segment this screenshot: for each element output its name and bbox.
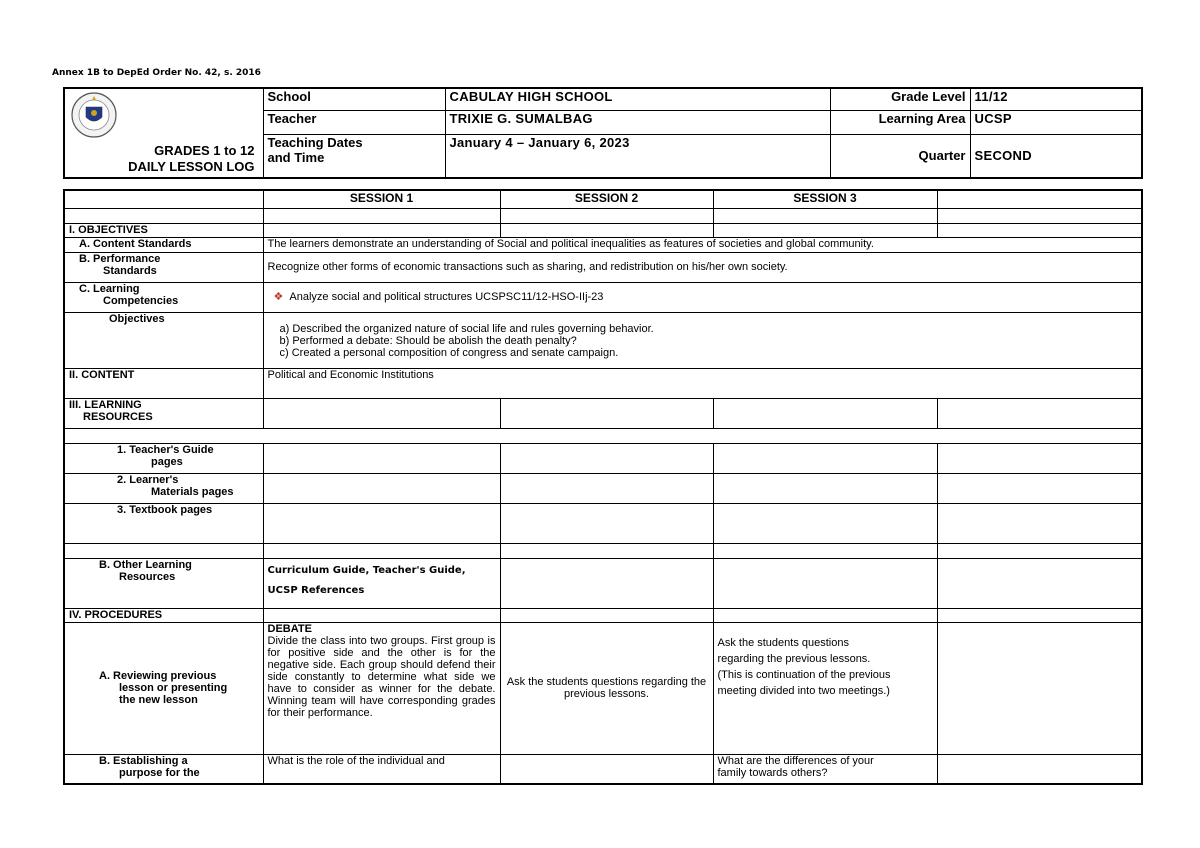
- quarter-label: Quarter: [830, 134, 970, 178]
- debate-text: Divide the class into two groups. First group is for positive side and the other is for the negative side. Each group should defend their side constantly to determine what side we have to consider as winner for the debate. Winning team will have corresponding grades for their performance.: [267, 634, 496, 719]
- objectives-list: [280, 323, 1138, 359]
- session-3-header: SESSION 3: [713, 190, 937, 208]
- teachers-guide-label-2: pages: [151, 455, 183, 468]
- dll-title-line1: GRADES 1 to 12: [154, 143, 255, 158]
- quarter-value: SECOND: [970, 134, 1142, 178]
- other-resources-label-1: B. Other Learning: [99, 558, 192, 571]
- objective-b: b) Performed a debate: Should be abolish the death penalty?: [279, 335, 577, 347]
- learners-materials-label-2: Materials pages: [151, 485, 234, 498]
- review-label-3: the new lesson: [119, 694, 198, 706]
- learning-area-label: Learning Area: [830, 110, 970, 134]
- content-standards-value: The learners demonstrate an understanding of Social and political inequalities as features of societies and global community.: [263, 237, 1142, 252]
- other-resources-value-1: Curriculum Guide, Teacher's Guide,: [267, 564, 466, 576]
- review-label-2: lesson or presenting: [119, 682, 228, 694]
- session-2-review: Ask the students questions regarding the previous lessons.: [500, 622, 713, 754]
- school-value: CABULAY HIGH SCHOOL: [445, 88, 830, 110]
- content-standards-label: A. Content Standards: [64, 237, 263, 252]
- content-label: II. CONTENT: [64, 368, 263, 398]
- teacher-value: TRIXIE G. SUMALBAG: [445, 110, 830, 134]
- session-3-review-3: (This is continuation of the previous: [717, 668, 891, 681]
- debate-title: DEBATE: [267, 622, 312, 635]
- content-value: Political and Economic Institutions: [263, 368, 1142, 398]
- session-2-header: SESSION 2: [500, 190, 713, 208]
- grade-level-value: 11/12: [970, 88, 1142, 110]
- objectives-label: I. OBJECTIVES: [64, 223, 263, 237]
- other-resources-label-2: Resources: [119, 570, 176, 583]
- teaching-dates-label-2: and Time: [267, 149, 325, 165]
- learning-resources-label-2: RESOURCES: [83, 410, 153, 423]
- competencies-label-1: C. Learning: [79, 282, 140, 295]
- objective-c: c) Created a personal composition of congress and senate campaign.: [279, 347, 619, 359]
- competencies-label-2: Competencies: [103, 294, 179, 307]
- review-label-1: A. Reviewing previous: [99, 670, 217, 682]
- competencies-value: Analyze social and political structures UCSPSC11/12-HSO-IIj-23: [289, 291, 604, 303]
- objectives-sub-label: Objectives: [64, 312, 263, 368]
- session-3-review-2: regarding the previous lessons.: [717, 652, 871, 665]
- session-3-review-4: meeting divided into two meetings.): [717, 684, 890, 697]
- purpose-label-2: purpose for the: [119, 766, 200, 779]
- purpose-session-1: What is the role of the individual and: [263, 754, 500, 784]
- arrow-bullet-icon: ❖: [273, 291, 284, 303]
- performance-standards-label-2: Standards: [103, 264, 157, 277]
- purpose-session-3-1: What are the differences of your: [717, 754, 874, 767]
- procedures-label: IV. PROCEDURES: [64, 608, 263, 622]
- teaching-dates-label-1: Teaching Dates: [267, 134, 363, 150]
- learning-area-value: UCSP: [970, 110, 1142, 134]
- dll-title-line2: DAILY LESSON LOG: [128, 159, 255, 174]
- learning-resources-label-1: III. LEARNING: [69, 398, 142, 411]
- textbook-pages-label: 3. Textbook pages: [64, 503, 263, 543]
- session-1-header: SESSION 1: [263, 190, 500, 208]
- performance-standards-value: Recognize other forms of economic transactions such as sharing, and redistribution on his/her own society.: [263, 252, 1142, 282]
- purpose-session-3-2: family towards others?: [717, 766, 828, 779]
- grade-level-label: Grade Level: [830, 88, 970, 110]
- session-3-review-1: Ask the students questions: [717, 636, 849, 649]
- purpose-label-1: B. Establishing a: [99, 754, 188, 767]
- other-resources-value-2: UCSP References: [267, 584, 365, 596]
- learners-materials-label-1: 2. Learner's: [117, 473, 179, 486]
- lesson-log-table: [63, 189, 1143, 785]
- header-table: [63, 87, 1143, 179]
- objective-a: a) Described the organized nature of social life and rules governing behavior.: [279, 323, 654, 335]
- performance-standards-label-1: B. Performance: [79, 252, 161, 265]
- annex-reference: Annex 1B to DepEd Order No. 42, s. 2016: [52, 68, 261, 78]
- school-label: School: [263, 88, 445, 110]
- teachers-guide-label-1: 1. Teacher's Guide: [117, 443, 214, 456]
- teacher-label: Teacher: [263, 110, 445, 134]
- teaching-dates-value: January 4 – January 6, 2023: [445, 134, 830, 178]
